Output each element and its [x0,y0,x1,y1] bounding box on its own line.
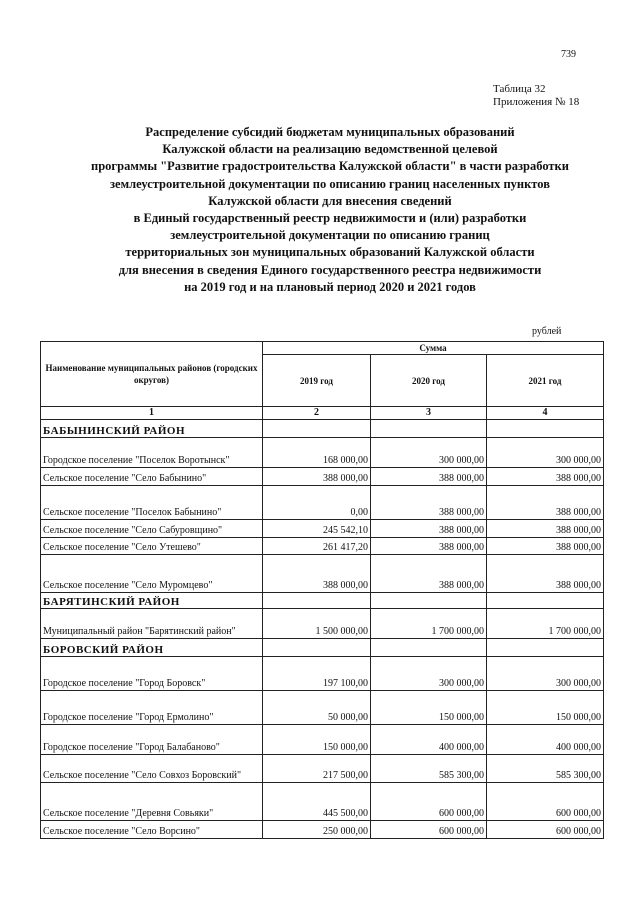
header-sum-cell: Сумма [263,342,604,355]
amount-2019: 0,00 [263,486,371,520]
district-name: БАБЫНИНСКИЙ РАЙОН [41,420,263,438]
amount-2019: 388 000,00 [263,555,371,593]
header-name-cell: Наименование муниципальных районов (городских округов) [41,342,263,407]
district-name: БАРЯТИНСКИЙ РАЙОН [41,593,263,609]
table-row [41,691,604,725]
amount-2020: 388 000,00 [371,538,487,555]
table-row [41,468,604,486]
municipality-name: Городское поселение "Поселок Воротынск" [41,438,263,468]
amount-2019: 388 000,00 [263,468,371,486]
amount-2019: 250 000,00 [263,821,371,839]
municipality-name: Сельское поселение "Село Утешево" [41,538,263,555]
header-year-2021: 2021 год [487,355,604,407]
table-row [41,783,604,821]
amount-2021: 388 000,00 [487,520,604,538]
empty-cell [263,639,371,657]
amount-2020: 585 300,00 [371,755,487,783]
amount-2021: 388 000,00 [487,538,604,555]
title-line: программы "Развитие градостроительства Калужской области" в части разработки [91,159,569,174]
district-row [41,639,604,657]
district-row [41,593,604,609]
amount-2021: 300 000,00 [487,657,604,691]
amount-2020: 600 000,00 [371,821,487,839]
table-row [41,520,604,538]
page-number: 739 [561,49,576,60]
municipality-name: Городское поселение "Город Ермолино" [41,691,263,725]
amount-2020: 300 000,00 [371,657,487,691]
amount-2021: 600 000,00 [487,783,604,821]
empty-cell [487,593,604,609]
amount-2021: 300 000,00 [487,438,604,468]
table-reference [493,83,579,109]
title-line: для внесения в сведения Единого государственного реестра недвижимости [118,262,542,277]
title-line: землеустроительной документации по описанию границ [170,228,490,243]
header-year-2020: 2020 год [371,355,487,407]
amount-2020: 1 700 000,00 [371,609,487,639]
title-line: землеустроительной документации по описанию границ населенных пунктов [110,176,550,191]
amount-2021: 388 000,00 [487,486,604,520]
amount-2021: 388 000,00 [487,555,604,593]
amount-2019: 217 500,00 [263,755,371,783]
district-row [41,420,604,438]
amount-2020: 300 000,00 [371,438,487,468]
amount-2021: 400 000,00 [487,725,604,755]
title-line: Распределение субсидий бюджетам муниципальных образований [145,125,515,139]
amount-2019: 50 000,00 [263,691,371,725]
amount-2019: 261 417,20 [263,538,371,555]
table-row [41,725,604,755]
amount-2020: 400 000,00 [371,725,487,755]
municipality-name: Сельское поселение "Село Муромцево" [41,555,263,593]
municipality-name: Сельское поселение "Село Совхоз Боровский" [41,755,263,783]
amount-2021: 600 000,00 [487,821,604,839]
municipality-name: Городское поселение "Город Балабаново" [41,725,263,755]
amount-2019: 150 000,00 [263,725,371,755]
column-number: 4 [487,407,604,420]
title-line: Калужской области для внесения сведений [208,193,452,208]
table-row [41,555,604,593]
title-line: Калужской области на реализацию ведомственной целевой [162,142,498,157]
title-line: в Единый государственный реестр недвижимости и (или) разработки [133,211,527,226]
table-row [41,609,604,639]
unit-label: рублей [532,326,562,337]
table-row [41,657,604,691]
municipality-name: Муниципальный район "Барятинский район" [41,609,263,639]
amount-2019: 245 542,10 [263,520,371,538]
amount-2019: 1 500 000,00 [263,609,371,639]
municipality-name: Сельское поселение "Село Ворсино" [41,821,263,839]
column-number: 2 [263,407,371,420]
empty-cell [371,639,487,657]
empty-cell [371,420,487,438]
header-year-2019: 2019 год [263,355,371,407]
empty-cell [487,420,604,438]
amount-2019: 168 000,00 [263,438,371,468]
amount-2019: 445 500,00 [263,783,371,821]
title-line: на 2019 год и на плановый период 2020 и 2021 годов [184,279,476,294]
column-number: 3 [371,407,487,420]
table-row [41,821,604,839]
municipality-name: Сельское поселение "Село Сабуровщино" [41,520,263,538]
empty-cell [263,420,371,438]
subsidy-table [40,341,604,839]
document-title [40,124,620,296]
table-row [41,438,604,468]
empty-cell [263,593,371,609]
amount-2020: 388 000,00 [371,468,487,486]
amount-2021: 585 300,00 [487,755,604,783]
amount-2020: 388 000,00 [371,520,487,538]
amount-2020: 388 000,00 [371,486,487,520]
table-row [41,486,604,520]
column-number: 1 [41,407,263,420]
title-line: территориальных зон муниципальных образований Калужской области [125,245,535,260]
municipality-name: Сельское поселение "Деревня Совьяки" [41,783,263,821]
amount-2021: 1 700 000,00 [487,609,604,639]
table-row [41,538,604,555]
municipality-name: Сельское поселение "Поселок Бабынино" [41,486,263,520]
amount-2021: 388 000,00 [487,468,604,486]
municipality-name: Городское поселение "Город Боровск" [41,657,263,691]
district-name: БОРОВСКИЙ РАЙОН [41,639,263,657]
amount-2020: 150 000,00 [371,691,487,725]
table-row [41,755,604,783]
empty-cell [371,593,487,609]
amount-2021: 150 000,00 [487,691,604,725]
amount-2020: 388 000,00 [371,555,487,593]
empty-cell [487,639,604,657]
table-ref-line: Таблица 32 [493,83,546,95]
table-ref-line: Приложения № 18 [493,96,580,108]
amount-2020: 600 000,00 [371,783,487,821]
municipality-name: Сельское поселение "Село Бабынино" [41,468,263,486]
amount-2019: 197 100,00 [263,657,371,691]
